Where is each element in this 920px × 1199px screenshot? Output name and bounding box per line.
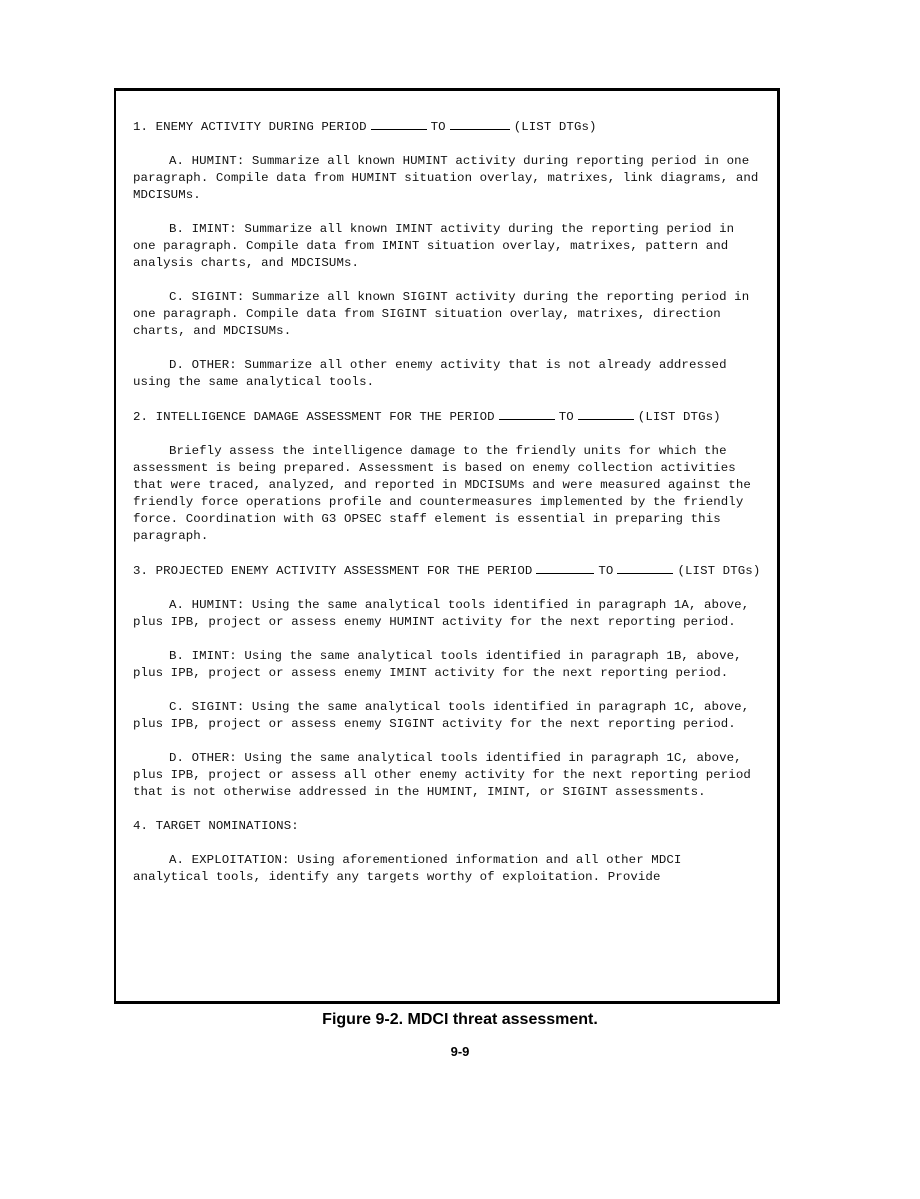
- section-3a: A. HUMINT: Using the same analytical tools identified in paragraph 1A, above, plus IPB, project or assess enemy HUMINT activity for the next reporting period.: [133, 598, 750, 629]
- section-3-heading: 3. PROJECTED ENEMY ACTIVITY ASSESSMENT FOR THE PERIOD TO (LIST DTGs): [133, 564, 761, 578]
- section-4-heading: 4. TARGET NOMINATIONS:: [133, 819, 299, 833]
- section-3d: D. OTHER: Using the same analytical tools identified in paragraph 1C, above, plus IPB, project or assess all other enemy activity for the next reporting period that is not otherwise addressed in the HUMINT, IMINT, or SIGINT assessments.: [133, 751, 751, 799]
- section-1d: D. OTHER: Summarize all other enemy activity that is not already addressed using the same analytical tools.: [133, 358, 727, 389]
- blank-line: [450, 118, 510, 130]
- section-3c: C. SIGINT: Using the same analytical tools identified in paragraph 1C, above, plus IPB, project or assess enemy SIGINT activity for the next reporting period.: [133, 700, 750, 731]
- page-number: 9-9: [450, 1044, 470, 1059]
- section-1c: C. SIGINT: Summarize all known SIGINT activity during the reporting period in one paragraph. Compile data from SIGINT situation overlay, matrixes, direction charts, and MDCISUMs.: [133, 290, 750, 338]
- section-1a: A. HUMINT: Summarize all known HUMINT activity during reporting period in one paragraph. Compile data from HUMINT situation overlay, matrixes, link diagrams, and MDCISUMs.: [133, 154, 759, 202]
- blank-line: [578, 408, 634, 420]
- section-1-heading: 1. ENEMY ACTIVITY DURING PERIOD TO (LIST DTGs): [133, 120, 597, 134]
- blank-line: [371, 118, 427, 130]
- section-2-heading: 2. INTELLIGENCE DAMAGE ASSESSMENT FOR THE PERIOD TO (LIST DTGs): [133, 410, 721, 424]
- blank-line: [536, 562, 594, 574]
- section-4a: A. EXPLOITATION: Using aforementioned information and all other MDCI analytical tools, identify any targets worthy of exploitation. Provide: [133, 853, 682, 884]
- threat-assessment-form: [133, 118, 763, 903]
- blank-line: [617, 562, 673, 574]
- section-3b: B. IMINT: Using the same analytical tools identified in paragraph 1B, above, plus IPB, project or assess enemy IMINT activity for the next reporting period.: [133, 649, 742, 680]
- blank-line: [499, 408, 555, 420]
- section-1b: B. IMINT: Summarize all known IMINT activity during the reporting period in one paragraph. Compile data from IMINT situation overlay, matrixes, pattern and analysis charts, and MDCISUMs.: [133, 222, 735, 270]
- figure-caption: Figure 9-2. MDCI threat assessment.: [322, 1011, 598, 1028]
- section-2-body: Briefly assess the intelligence damage to the friendly units for which the assessment is being prepared. Assessment is based on enemy collection activities that were traced, analyzed, and reported in MDCISUMs and were measured against the friendly force operations profile and countermeasures implemented by the friendly force. Coordination with G3 OPSEC staff element is essential in preparing this paragraph.: [133, 444, 751, 543]
